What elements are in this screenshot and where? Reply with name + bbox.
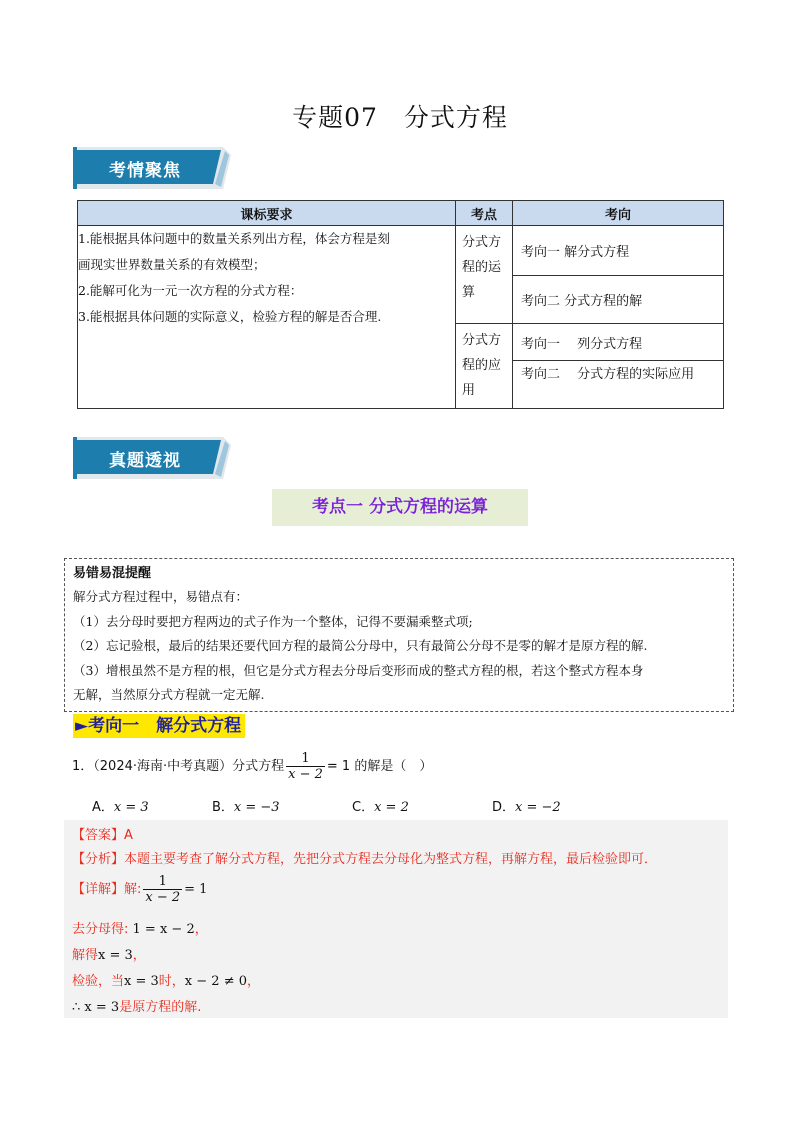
question-prefix: 1．（2024·海南·中考真题）分式方程	[72, 759, 285, 774]
tip-title: 易错易混提醒	[73, 566, 152, 581]
step-expr: x = 3	[84, 1000, 120, 1015]
step-expr: 1 = x − 2	[132, 922, 195, 937]
option-d[interactable]	[492, 796, 561, 815]
answer-line: 【答案】A	[72, 828, 133, 843]
kaoxiang-cell: 考向一 解分式方程	[513, 226, 724, 276]
fraction-denominator: x − 2	[145, 890, 181, 905]
fraction-denominator: x − 2	[288, 767, 323, 782]
requirement-line: 1.能根据具体问题中的数量关系列出方程，体会方程是刻	[78, 231, 390, 246]
section-banner-kaoqing	[73, 147, 231, 189]
kaodian-line: 分式方	[462, 235, 502, 250]
table-header-kaodian: 考点	[456, 201, 513, 226]
section-banner-zhenti	[73, 437, 231, 479]
kaodian-line: 用	[462, 383, 476, 398]
fraction-numerator: 1	[286, 751, 325, 767]
option-expr: x = 2	[374, 800, 409, 815]
kaoxiang-cell: 考向二 分式方程的解	[513, 276, 724, 324]
direction-heading: ►考向一 解分式方程	[73, 714, 245, 738]
step-expr: x − 2 ≠ 0	[184, 974, 247, 989]
step-label: 去分母得:	[72, 922, 129, 937]
step-line	[72, 918, 208, 937]
page-title: 专题07 分式方程	[292, 103, 508, 132]
kaoxiang-cell: 考向一 列分式方程	[513, 324, 724, 361]
kaodian-line: 算	[462, 285, 476, 300]
requirement-line: 3.能根据具体问题的实际意义，检验方程的解是否合理.	[78, 309, 382, 324]
step-line	[72, 944, 146, 963]
tip-line: （1）去分母时要把方程两边的式子作为一个整体，记得不要漏乘整式项;	[73, 613, 473, 629]
option-c[interactable]	[352, 796, 409, 815]
step-mid: 时，	[158, 974, 185, 989]
step-punct: ，	[132, 948, 146, 963]
error-tip-box	[64, 558, 734, 712]
option-letter: A．	[92, 800, 114, 815]
step-punct: ，	[194, 922, 208, 937]
requirement-line: 2.能解可化为一元一次方程的分式方程：	[78, 283, 303, 298]
detail-fraction	[143, 874, 182, 905]
kaodian-line: 程的应	[462, 358, 502, 373]
fraction-numerator: 1	[143, 874, 182, 890]
option-expr: x = 3	[113, 800, 149, 815]
option-letter: B．	[212, 800, 234, 815]
option-letter: C．	[352, 800, 375, 815]
banner-label: 考情聚焦	[109, 161, 181, 181]
step-line	[72, 970, 260, 989]
option-expr: x = −2	[515, 800, 561, 815]
therefore-symbol: ∴	[72, 1000, 81, 1015]
requirements-table	[77, 200, 724, 409]
step-label: 检验，当	[72, 974, 125, 989]
table-header-kaoxiang: 考向	[513, 201, 724, 226]
step-expr: x = 3	[124, 974, 159, 989]
kaodian-cell-2	[456, 324, 513, 409]
question-stem	[72, 751, 432, 782]
detail-line	[72, 874, 207, 905]
analysis-line: 【分析】本题主要考查了解分式方程，先把分式方程去分母化为整式方程，再解方程，最后检验即可．	[72, 852, 658, 867]
detail-equals: = 1	[184, 882, 208, 897]
step-expr: x = 3	[98, 948, 133, 963]
answer-block	[64, 820, 728, 1018]
tip-line: 无解，当然原分式方程就一定无解.	[73, 687, 265, 702]
question-suffix: = 1 的解是（ ）	[326, 759, 433, 774]
kaodian-cell-1	[456, 226, 513, 324]
topic-heading: 考点一 分式方程的运算	[272, 489, 528, 526]
kaoxiang-cell: 考向二 分式方程的实际应用	[513, 361, 724, 409]
option-letter: D．	[492, 800, 516, 815]
requirement-line: 画现实世界数量关系的有效模型；	[78, 257, 266, 272]
option-b[interactable]	[212, 796, 280, 815]
kaodian-line: 程的运	[462, 260, 502, 275]
step-label: 是原方程的解.	[119, 1000, 202, 1015]
step-punct: ，	[247, 974, 261, 989]
requirements-cell	[78, 226, 456, 409]
detail-label: 【详解】解:	[72, 882, 142, 897]
table-header-kebiao: 课标要求	[78, 201, 456, 226]
tip-line: （2）忘记验根，最后的结果还要代回方程的最简公分母中，只有最简公分母不是零的解才是原方程的解.	[73, 638, 648, 653]
step-label: 解得	[72, 948, 99, 963]
option-a[interactable]	[92, 796, 149, 815]
tip-line: 解分式方程过程中，易错点有：	[73, 589, 249, 604]
question-fraction	[286, 751, 325, 782]
kaodian-line: 分式方	[462, 333, 502, 348]
step-line	[72, 996, 201, 1015]
option-expr: x = −3	[233, 800, 280, 815]
banner-label: 真题透视	[109, 451, 181, 471]
tip-line: （3）增根虽然不是方程的根，但它是分式方程去分母后变形而成的整式方程的根，若这个整式方程本身	[73, 662, 644, 678]
